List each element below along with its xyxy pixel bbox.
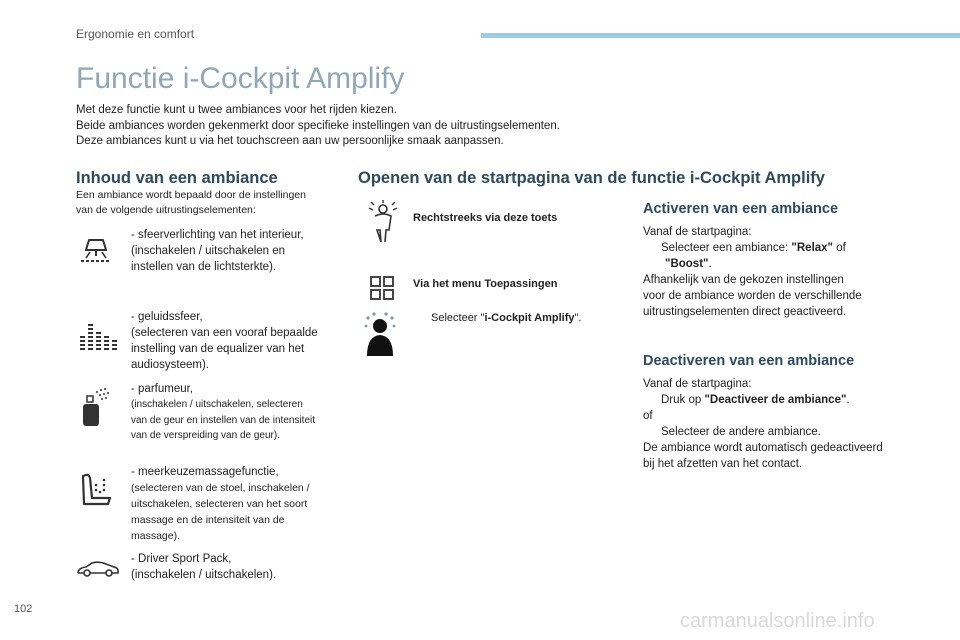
i-cockpit-amplify-app-icon <box>364 312 396 356</box>
activate-para-line: voor de ambiance worden de verschillende <box>643 290 862 302</box>
intro-text <box>76 103 560 150</box>
item-line: - meerkeuzemassagefunctie, <box>131 466 279 478</box>
select-suffix: ". <box>574 312 582 324</box>
ambiance-content-heading: Inhoud van een ambiance <box>76 169 278 187</box>
period: . <box>708 258 712 270</box>
item-line: (inschakelen / uitschakelen). <box>131 569 277 581</box>
deactivate-para-line: De ambiance wordt automatisch gedeactiveerd <box>643 442 883 454</box>
page-title: Functie i-Cockpit Amplify <box>76 62 405 95</box>
activate-para-line: Afhankelijk van de gekozen instellingen <box>643 274 844 286</box>
car-icon <box>76 560 120 578</box>
applications-menu-label: Via het menu Toepassingen <box>413 278 558 290</box>
select-instruction <box>413 312 581 324</box>
section-label: Ergonomie en comfort <box>76 27 195 41</box>
select-prefix: Selecteer " <box>431 312 485 324</box>
boost-label: "Boost" <box>665 258 709 270</box>
item-line: - geluidssfeer, <box>131 311 203 323</box>
select-app-name: i-Cockpit Amplify <box>484 312 575 324</box>
open-homepage-heading: Openen van de startpagina van de functie i-Cockpit Amplify <box>358 169 825 187</box>
list-item <box>131 227 346 275</box>
ambient-light-icon <box>78 236 114 266</box>
list-item <box>131 309 346 373</box>
activate-para-line: uitrustingselementen direct geactiveerd. <box>643 306 847 318</box>
deactivate-bullet-text: Selecteer de andere ambiance. <box>661 426 821 438</box>
deactivate-instructions <box>643 376 933 472</box>
watermark: carmanualsonline.info <box>680 610 875 632</box>
ambiance-content-intro <box>76 188 346 218</box>
intro-line: Deze ambiances kunt u via het touchscreen aan uw persoonlijke smaak aanpassen. <box>76 135 504 147</box>
item-line: massage). <box>131 530 181 542</box>
deactivate-bullet <box>643 392 933 408</box>
item-line: massage en de intensiteit van de <box>131 514 285 526</box>
activate-bullet <box>643 240 913 256</box>
deactivate-bullet <box>643 424 933 440</box>
massage-seat-icon <box>78 470 118 510</box>
activate-intro: Vanaf de startpagina: <box>643 226 752 238</box>
equalizer-icon <box>78 318 118 354</box>
activate-ambiance-heading: Activeren van een ambiance <box>643 201 839 217</box>
deactivate-button-label: "Deactiveer de ambiance" <box>704 394 847 406</box>
item-line: - sfeerverlichting van het interieur, <box>131 229 304 241</box>
activate-bullet-cont <box>643 256 913 272</box>
intro-line: Beide ambiances worden gekenmerkt door specifieke instellingen van de uitrustingselementen. <box>76 119 560 132</box>
or-text: of <box>833 242 846 254</box>
item-line: (selecteren van een vooraf bepaalde <box>131 327 318 339</box>
intro-line: van de volgende uitrustingselementen: <box>76 204 256 216</box>
i-cockpit-amplify-button-icon <box>366 200 400 246</box>
intro-line: Een ambiance wordt bepaald door de instellingen <box>76 189 306 201</box>
direct-button-label: Rechtstreeks via deze toets <box>413 212 558 224</box>
deactivate-prefix: Druk op <box>661 394 705 406</box>
or-text: of <box>643 410 653 422</box>
item-line: instelling van de equalizer van het <box>131 343 305 355</box>
period: . <box>846 394 850 406</box>
page-number: 102 <box>14 603 33 615</box>
item-line: (selecteren van de stoel, inschakelen / <box>131 482 310 494</box>
list-item <box>131 464 346 544</box>
relax-label: "Relax" <box>791 242 834 254</box>
item-line: - parfumeur, <box>131 383 193 395</box>
item-line: audiosysteem). <box>131 359 209 371</box>
item-line: van de geur en instellen van de intensiteit <box>131 414 316 426</box>
list-item <box>131 381 346 444</box>
activate-bullet-text: Selecteer een ambiance: <box>661 242 792 254</box>
header-accent-bar <box>481 33 960 38</box>
applications-grid-icon <box>370 276 394 300</box>
item-line: (inschakelen / uitschakelen en <box>131 245 286 257</box>
deactivate-intro: Vanaf de startpagina: <box>643 378 752 390</box>
item-line: van de verspreiding van de geur). <box>131 430 280 441</box>
item-line: - Driver Sport Pack, <box>131 553 232 565</box>
intro-line: Met deze functie kunt u twee ambiances voor het rijden kiezen. <box>76 104 397 116</box>
list-item <box>131 551 346 583</box>
deactivate-para-line: bij het afzetten van het contact. <box>643 458 803 470</box>
activate-instructions <box>643 224 913 320</box>
perfume-icon <box>80 386 110 428</box>
item-line: (inschakelen / uitschakelen, selecteren <box>131 399 303 410</box>
item-line: instellen van de lichtsterkte). <box>131 261 277 273</box>
item-line: uitschakelen, selecteren van het soort <box>131 498 308 510</box>
deactivate-ambiance-heading: Deactiveren van een ambiance <box>643 353 855 369</box>
